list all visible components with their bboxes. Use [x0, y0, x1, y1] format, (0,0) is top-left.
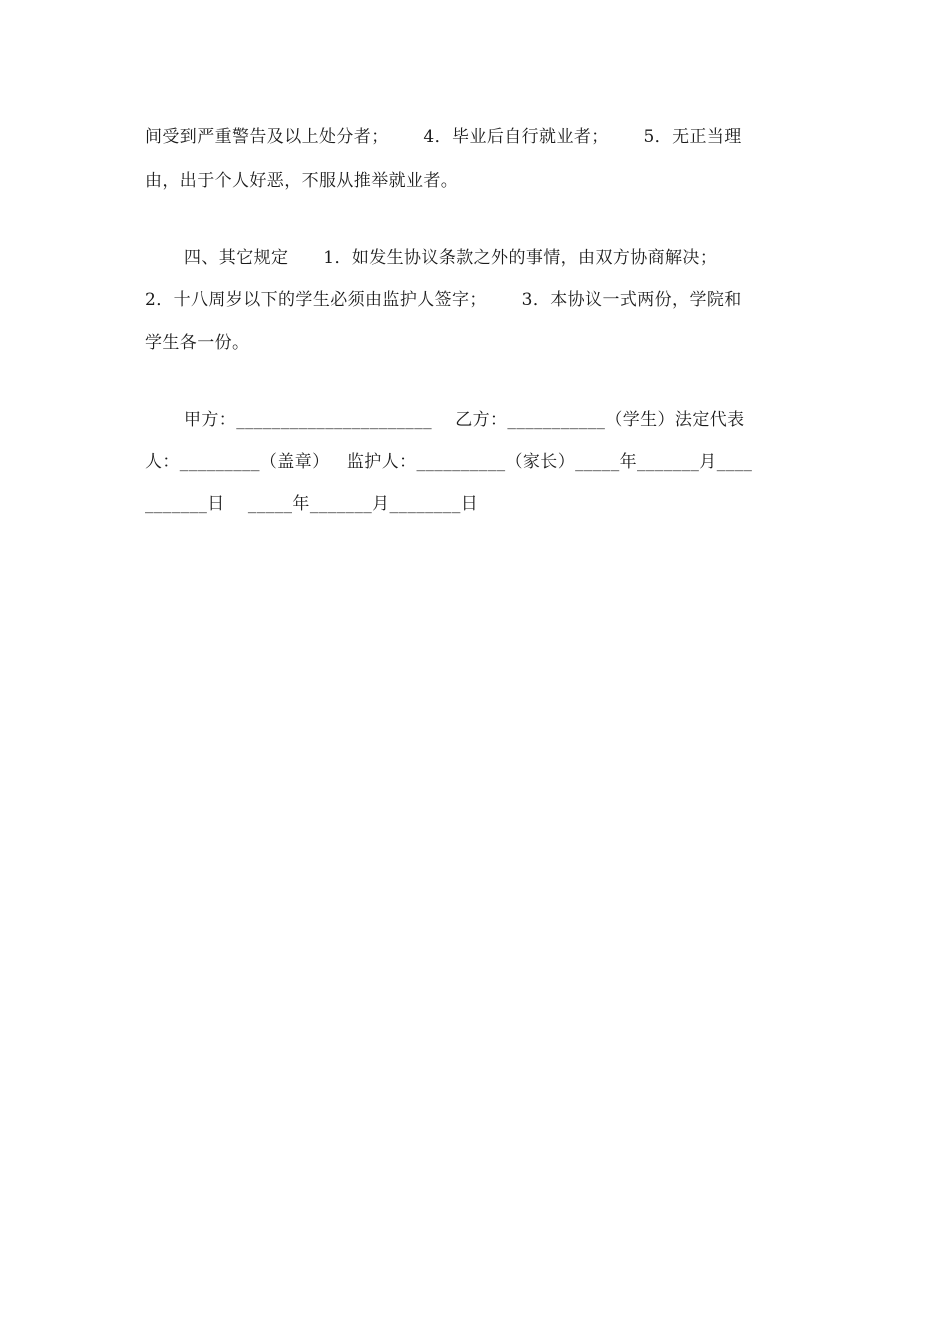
clause-3-continued-line-1: 间受到严重警告及以上处分者； 4．毕业后自行就业者； 5．无正当理 [145, 127, 742, 147]
other-provisions-line-1: 四、其它规定 1．如发生协议条款之外的事情，由双方协商解决； [184, 248, 718, 268]
signature-line-3: _______日 _____年_______月________日 [145, 494, 479, 514]
other-provisions-line-2: 2．十八周岁以下的学生必须由监护人签字； 3．本协议一式两份，学院和 [145, 290, 742, 310]
clause-3-continued-line-2: 由，出于个人好恶，不服从推举就业者。 [145, 171, 459, 191]
signature-line-1: 甲方：______________________ 乙方：___________（学生）法定代表 [184, 410, 745, 430]
other-provisions-line-3: 学生各一份。 [145, 333, 250, 353]
signature-line-2: 人：_________（盖章） 监护人：__________（家长）_____年_______月____ [145, 452, 753, 472]
